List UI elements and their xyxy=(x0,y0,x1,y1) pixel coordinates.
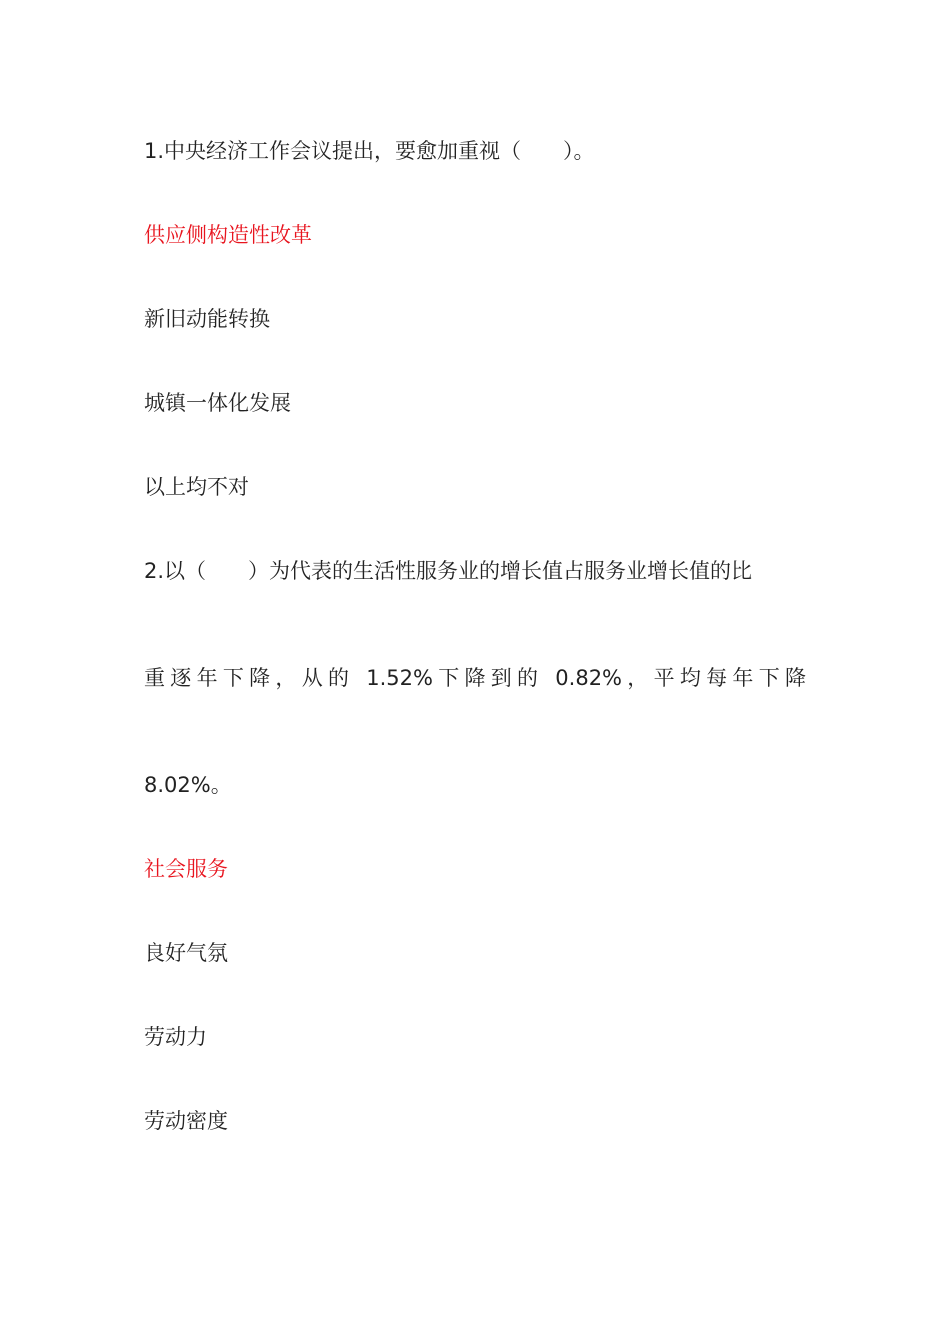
question-1-option-2: 城镇一体化发展 xyxy=(144,391,291,415)
question-2-stem-line-3: 8.02%。 xyxy=(144,773,232,797)
question-2-answer: 社会服务 xyxy=(144,857,228,881)
question-2-option-2: 劳动力 xyxy=(144,1025,207,1049)
question-1-option-1: 新旧动能转换 xyxy=(144,307,270,331)
question-1-answer: 供应侧构造性改革 xyxy=(144,223,312,247)
question-2-option-3: 劳动密度 xyxy=(144,1109,228,1133)
question-2-option-1: 良好气氛 xyxy=(144,941,228,965)
question-2-stem-line-2: 重逐年下降，从的 1.52%下降到的 0.82%，平均每年下降 xyxy=(144,666,806,690)
question-2-stem-line-1: 2.以（ ）为代表的生活性服务业的增长值占服务业增长值的比 xyxy=(144,559,753,583)
question-1-stem: 1.中央经济工作会议提出，要愈加重视（ ）。 xyxy=(144,139,595,163)
question-1-option-3: 以上均不对 xyxy=(144,475,249,499)
